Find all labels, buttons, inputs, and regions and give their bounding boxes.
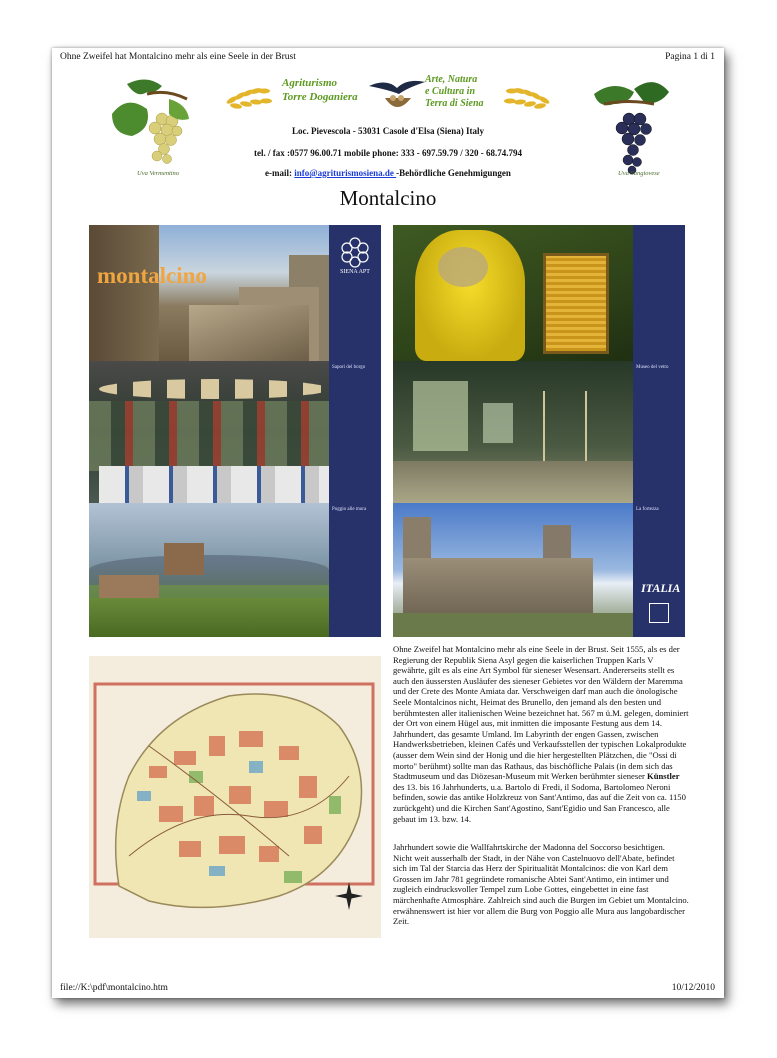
red-grape-caption: Uva Sangiovese (618, 170, 660, 177)
fortress-caption: La fortezza (636, 507, 659, 512)
italia-emblem-icon (649, 603, 669, 623)
banner-title-left: Agriturismo Torre Doganiera (282, 77, 358, 103)
fortress-photo (393, 503, 685, 637)
address-line: Loc. Pievescola - 53031 Casole d'Elsa (Siena) Italy (292, 126, 484, 136)
article-body (393, 644, 689, 927)
wheat-left-icon (222, 80, 282, 110)
drummers-photo (89, 361, 381, 503)
print-header-title: Ohne Zweifel hat Montalcino mehr als eine Seele in der Brust (60, 52, 296, 62)
white-grape-caption: Uva Vermentino (137, 170, 180, 177)
beekeeper-photo (393, 225, 685, 361)
document-page (52, 48, 724, 998)
agriturismo-banner (222, 76, 552, 116)
email-link[interactable]: info@agriturismosiena.de (294, 168, 397, 178)
paragraph-1: Ohne Zweifel hat Montalcino mehr als eine Seele in der Brust. Seit 1555, als es der Regierung der Republik Siena Asyl gegen die kaiserlichen Truppen Karls V gewährte, gilt es als eine Art Symbol für sieneser Wesensart. Andererseits stellt es auch den äussersten Ausläufer des sieneser Gebietes vor den Wäldern der Maremma und der Crete des Monte Amiata dar. Verschweigen darf man auch die önologische Seele Montalcinos nicht, Heimat des Brunello, den jemand als den besten und berühmtesten aller italienischen Weine bezeichnet hat. 567 m ü.M. gelegen, dominiert der Ort von einem Hügel aus, mit inmitten die imposante Festung aus dem 14. Jahrhundert, das gesamte Umland. Im Labyrinth der engen Gassen, zwischen Handwerksbetrieben, kleinen Cafés und Verkaufsstellen der typischen Lokalprodukte (ausser dem Wein sind der Honig und die hier hergestellten Plätzchen, die "Ossi di morto" berühmt) sollte man das Rathaus, das bischöfliche Palais (in dem sich das Stadtmuseum und das Diözesan-Museum mit Werken berühmter sieneser Künstler des 13. bis 16 Jahrhunderts, u.a. Bartolo di Fredi, il Sodoma, Bartolomeo Neroni befinden, sowie das antike Holzkreuz von Sant'Antimo, das auf die Zeit von ca. 1150 zurückgeht) und die Kirchen Sant'Agostino, Sant'Egidio und San Francesco, alle gebaut im 13. bzw. 14. (393, 644, 689, 824)
wheat-right-icon (494, 80, 554, 110)
museum-photo (393, 361, 685, 503)
drummers-caption: Sapori del borgo (332, 365, 366, 370)
montalcino-overlay-text: montalcino (97, 263, 207, 288)
siena-apt-logo-icon (335, 233, 375, 269)
paragraph-3: Nicht weit ausserhalb der Stadt, in der Nähe von Castelnuovo dell'Abate, befindet sich im Tal der Starcia das Herz der Spiritualität Montalcinos: die von Karl dem Grossen im Jahr 781 gegründete romanische Abtei Sant'Antimo, ein intimer und zugleich eindrucksvoller Tempel zum Lobe Gottes, eingebettet in eine fast (393, 852, 675, 895)
paragraph-2: Jahrhundert sowie die Wallfahrtskirche der Madonna del Soccorso besichtigen. (393, 842, 665, 853)
swallow-nest-icon (367, 76, 427, 116)
phone-line: tel. / fax :0577 96.00.71 mobile phone: 333 - 697.59.79 / 320 - 68.74.794 (254, 148, 522, 158)
italia-logo: ITALIA (641, 581, 681, 595)
poggio-caption: Poggio alle mura (332, 507, 367, 512)
poggio-landscape-photo (89, 503, 381, 637)
page-title: Montalcino (339, 186, 437, 210)
email-line: e-mail: info@agriturismosiena.de -Behördliche Genehmigungen (265, 168, 511, 178)
paragraph-4: märchenhafte Atmosphäre. Zahlreich sind auch die Burgen im Gebiet um Montalcino. erwähnenswert ist hier vor allem die Burg von Poggio alle Mura aus langobardischer Zeit. (393, 895, 689, 927)
print-header-page: Pagina 1 di 1 (665, 52, 715, 62)
banner-title-right: Arte, Natura e Cultura in Terra di Siena (425, 74, 484, 109)
siena-apt-panel: SIENA APT (329, 225, 381, 361)
print-footer-date: 10/12/2010 (671, 983, 715, 993)
town-map-image (89, 656, 381, 938)
montalcino-wall-photo (89, 225, 381, 361)
print-footer-path: file://K:\pdf\montalcino.htm (60, 983, 168, 993)
museum-caption: Museo del vetro (636, 365, 669, 370)
